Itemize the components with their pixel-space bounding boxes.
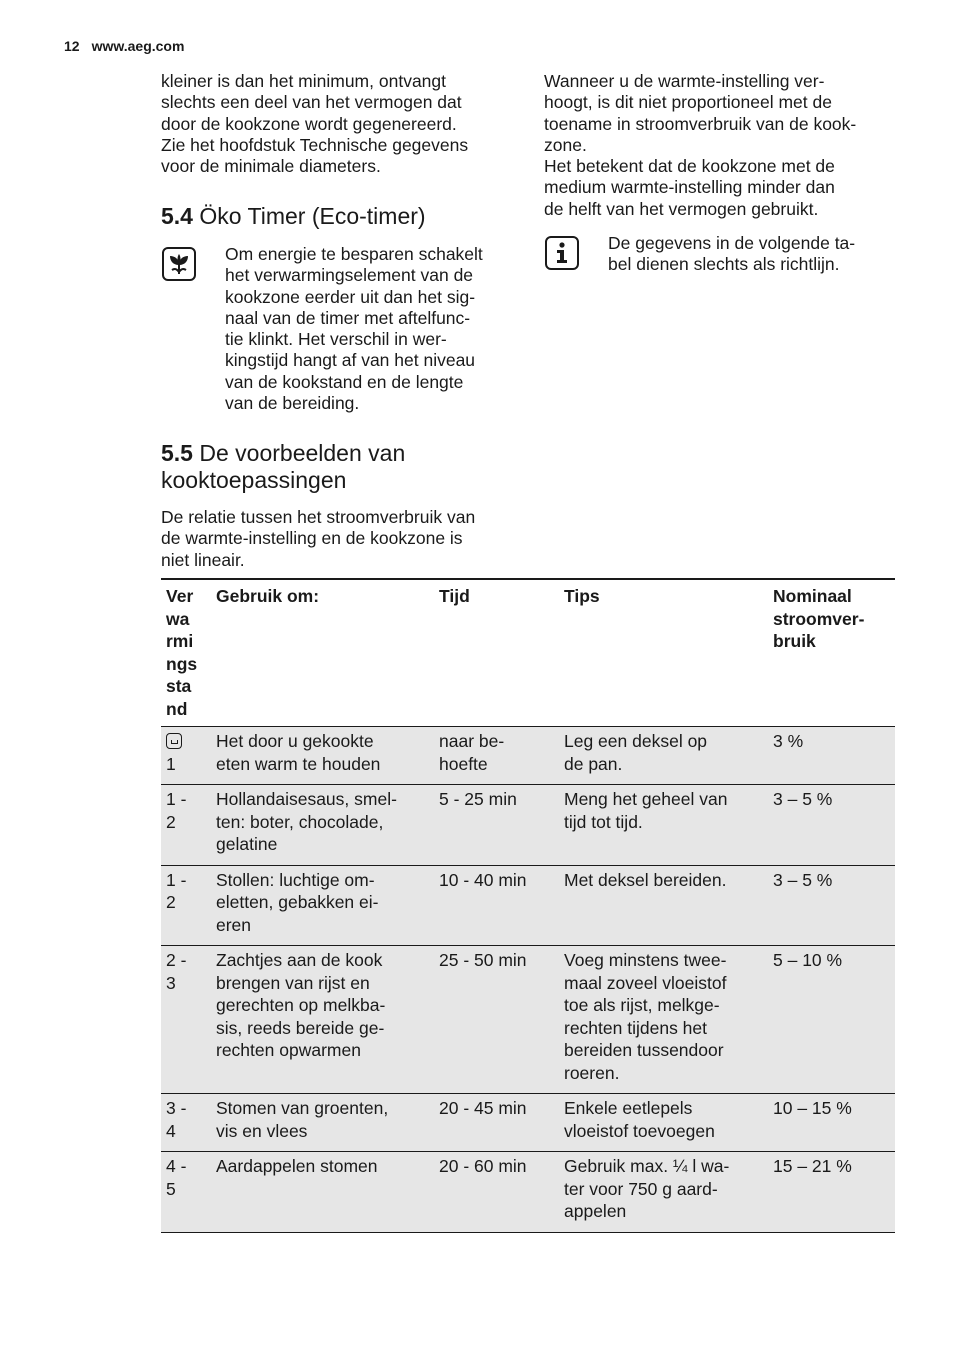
header-time: Tijd [439, 586, 470, 606]
consumption-cell: 3 – 5 % [773, 789, 833, 809]
tips-cell: Met deksel bereiden. [564, 869, 727, 890]
info-note: De gegevens in de volgende ta- bel dienen slechts als richtlijn. [608, 233, 856, 275]
consumption-cell: 3 – 5 % [773, 869, 833, 890]
section-5-5-heading [161, 440, 405, 494]
consumption-cell: 10 – 15 % [773, 1098, 852, 1118]
tips-cell: Enkele eetlepels vloeistof toevoegen [564, 1098, 715, 1141]
tips-cell: Voeg minstens twee- maal zoveel vloeistof toe als rijst, melkge- rechten tijdens het bereiden tussendoor roeren. [564, 950, 727, 1083]
table-row [161, 1152, 895, 1233]
header-tips: Tips [564, 586, 600, 606]
heat-setting-cell [161, 727, 211, 785]
heat-setting-cell: 4 - 5 [166, 1156, 187, 1199]
section-title: Öko Timer (Eco-timer) [199, 203, 426, 229]
time-cell: 20 - 60 min [439, 1156, 527, 1176]
page-number: 12 [64, 38, 80, 54]
eco-timer-description: Om energie te besparen schakelt het verwarmingselement van de kookzone eerder uit dan het sig- naal van de timer met aftelfunc- tie klinkt. Het verschil in wer- kingstijd hangt af van het niveau van de kookstand en de lengte van de bereiding. [225, 244, 483, 414]
table-row [161, 727, 895, 785]
tips-cell: Meng het geheel van tijd tot tijd. [564, 789, 728, 832]
section-number: 5.4 [161, 203, 193, 229]
cooking-examples-table [161, 578, 895, 1233]
heat-setting-cell: 1 - 2 [166, 869, 187, 912]
consumption-cell: 5 – 10 % [773, 950, 843, 970]
time-cell: naar be- hoefte [439, 731, 505, 774]
time-cell: 25 - 50 min [439, 950, 527, 970]
section-number: 5.5 [161, 440, 193, 466]
website-url: www.aeg.com [91, 38, 185, 54]
table-row [161, 1094, 895, 1152]
use-cell: Hollandaisesaus, smel- ten: boter, chocolade, gelatine [216, 789, 397, 854]
use-cell: Stomen van groenten, vis en vlees [216, 1098, 389, 1141]
section-title-line1: De voorbeelden van [199, 440, 406, 466]
header-use: Gebruik om: [216, 586, 320, 606]
page-header [64, 38, 184, 54]
nonlinear-paragraph: De relatie tussen het stroomverbruik van de warmte-instelling en de kookzone is niet lineair. [161, 507, 476, 570]
use-cell: Stollen: luchtige om- eletten, gebakken ei- eren [216, 869, 379, 935]
time-cell: 5 - 25 min [439, 789, 517, 809]
time-cell: 20 - 45 min [439, 1098, 527, 1118]
use-cell: Aardappelen stomen [216, 1156, 378, 1176]
heat-setting-cell: 1 - 2 [166, 789, 187, 832]
keep-warm-icon [166, 733, 182, 749]
consumption-cell: 15 – 21 % [773, 1156, 852, 1176]
table-row [161, 785, 895, 866]
heat-setting-cell: 3 - 4 [166, 1098, 187, 1141]
tips-cell: Gebruik max. ¼ l wa- ter voor 750 g aard- appelen [564, 1156, 730, 1221]
table-header-row [161, 579, 895, 727]
use-cell: Het door u gekookte eten warm te houden [216, 731, 381, 774]
eco-leaf-icon [162, 247, 196, 281]
table-row [161, 946, 895, 1094]
section-title-line2: kooktoepassingen [161, 467, 347, 493]
info-icon [545, 236, 579, 270]
heat-setting-cell: 2 - 3 [166, 950, 187, 993]
section-5-4-heading [161, 203, 426, 230]
right-paragraph: Wanneer u de warmte-instelling ver- hoogt, is dit niet proportioneel met de toename in stroomverbruik van de kook- zone. Het betekent dat de kookzone met de medium warmte-instelling minder dan de helft van het vermogen gebruikt. [544, 71, 857, 219]
tips-cell: Leg een deksel op de pan. [564, 731, 708, 774]
time-cell: 10 - 40 min [439, 869, 527, 890]
header-heat-setting: Ver wa rmi ngs sta nd [166, 586, 198, 719]
intro-paragraph: kleiner is dan het minimum, ontvangt slechts een deel van het vermogen dat door de kookzone wordt gegenereerd. Zie het hoofdstuk Technische gegevens voor de minimale diameters. [161, 71, 469, 177]
use-cell: Zachtjes aan de kook brengen van rijst en gerechten op melkba- sis, reeds bereide ge- rechten opwarmen [216, 950, 386, 1060]
header-consumption: Nominaal stroomver- bruik [773, 586, 865, 651]
heat-setting-value: 1 [166, 753, 176, 774]
consumption-cell: 3 % [773, 731, 804, 751]
table-row [161, 865, 895, 946]
